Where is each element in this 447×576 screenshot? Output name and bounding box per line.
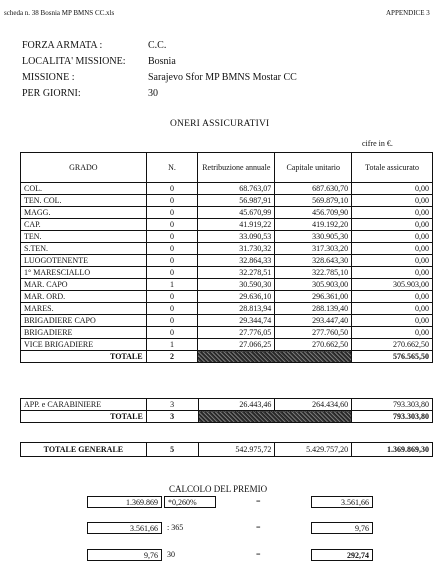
calc-equals: = (256, 523, 261, 532)
table-row (21, 303, 433, 315)
hatched-cell (198, 411, 352, 423)
totale-generale-table (20, 442, 433, 457)
n-cell: 0 (146, 219, 198, 231)
calc-result: 9,76 (311, 522, 373, 534)
grado-cell: VICE BRIGADIERE (21, 339, 147, 351)
totale-value: 576.565,50 (352, 351, 433, 363)
n-cell: 0 (146, 183, 198, 195)
capitale-cell: 264.434,60 (275, 399, 352, 411)
retribuzione-cell: 33.090,53 (198, 231, 275, 243)
grado-cell: S.TEN. (21, 243, 147, 255)
retribuzione-cell: 68.763,07 (198, 183, 275, 195)
totale-label: TOTALE (21, 351, 147, 363)
n-cell: 0 (146, 267, 198, 279)
n-cell: 0 (146, 327, 198, 339)
col-header-capitale: Capitale unitario (275, 153, 352, 183)
n-cell: 0 (146, 243, 198, 255)
grado-cell: 1° MARESCIALLO (21, 267, 147, 279)
col-header-retribuzione: Retribuzione annuale (198, 153, 275, 183)
totale-generale-row (21, 443, 433, 457)
calc-result: 3.561,66 (311, 496, 373, 508)
n-cell: 0 (146, 231, 198, 243)
info-label: MISSIONE : (22, 72, 75, 83)
info-row (0, 86, 447, 102)
n-cell: 3 (146, 399, 198, 411)
totale-cell: 0,00 (352, 195, 433, 207)
totale-cell: 793.303,80 (352, 399, 433, 411)
n-cell: 1 (146, 279, 198, 291)
info-label: PER GIORNI: (22, 88, 81, 99)
grado-cell: LUOGOTENENTE (21, 255, 147, 267)
grado-cell: COL. (21, 183, 147, 195)
calc-operator: *0,260% (164, 496, 216, 508)
calc-operator: 30 (167, 550, 175, 559)
capitale-cell: 419.192,20 (275, 219, 352, 231)
retribuzione-cell: 28.813,94 (198, 303, 275, 315)
info-row (0, 54, 447, 70)
totale-generale-retribuzione: 542.975,72 (198, 443, 275, 457)
insurance-table (20, 152, 433, 363)
totale-cell: 0,00 (352, 255, 433, 267)
col-header-totale: Totale assicurato (352, 153, 433, 183)
capitale-cell: 270.662,50 (275, 339, 352, 351)
totale-n: 2 (146, 351, 198, 363)
info-value: C.C. (148, 40, 167, 51)
capitale-cell: 687.630,70 (275, 183, 352, 195)
totale-row (21, 351, 433, 363)
calc-equals: = (256, 550, 261, 559)
grado-cell: TEN. (21, 231, 147, 243)
grado-cell: MAR. ORD. (21, 291, 147, 303)
n-cell: 0 (146, 195, 198, 207)
totale-cell: 0,00 (352, 183, 433, 195)
table-row (21, 327, 433, 339)
totale-cell: 0,00 (352, 303, 433, 315)
table-row (21, 195, 433, 207)
table-row (21, 399, 433, 411)
info-row (0, 70, 447, 86)
table-row (21, 219, 433, 231)
totale-cell: 0,00 (352, 315, 433, 327)
table-row (21, 243, 433, 255)
grado-cell: BRIGADIERE CAPO (21, 315, 147, 327)
n-cell: 0 (146, 315, 198, 327)
n-cell: 0 (146, 291, 198, 303)
capitale-cell: 456.709,90 (275, 207, 352, 219)
capitale-cell: 288.139,40 (275, 303, 352, 315)
capitale-cell: 305.903,00 (275, 279, 352, 291)
calc-operand: 3.561,66 (87, 522, 162, 534)
capitale-cell: 328.643,30 (275, 255, 352, 267)
grado-cell: BRIGADIERE (21, 327, 147, 339)
info-row (0, 38, 447, 54)
table-row (21, 183, 433, 195)
retribuzione-cell: 45.670,99 (198, 207, 275, 219)
retribuzione-cell: 27.776,05 (198, 327, 275, 339)
grado-cell: MAGG. (21, 207, 147, 219)
calc-operator: : 365 (167, 523, 184, 532)
calc-operand: 1.369.869 (87, 496, 162, 508)
capitale-cell: 317.303,20 (275, 243, 352, 255)
totale-cell: 0,00 (352, 219, 433, 231)
totale-row (21, 411, 433, 423)
retribuzione-cell: 31.730,32 (198, 243, 275, 255)
table-header-row (21, 153, 433, 183)
grado-cell: APP. e CARABINIERE (21, 399, 147, 411)
carabiniere-table (20, 398, 433, 423)
n-cell: 1 (146, 339, 198, 351)
col-header-n: N. (146, 153, 198, 183)
section-title: ONERI ASSICURATIVI (170, 119, 270, 129)
totale-cell: 270.662,50 (352, 339, 433, 351)
capitale-cell: 322.785,10 (275, 267, 352, 279)
totale-cell: 305.903,00 (352, 279, 433, 291)
retribuzione-cell: 29.344,74 (198, 315, 275, 327)
grado-cell: MAR. CAPO (21, 279, 147, 291)
totale-generale-n: 5 (146, 443, 198, 457)
retribuzione-cell: 29.636,10 (198, 291, 275, 303)
capitale-cell: 330.905,30 (275, 231, 352, 243)
capitale-cell: 277.760,50 (275, 327, 352, 339)
appendix-label: APPENDICE 3 (386, 9, 430, 17)
info-label: LOCALITA' MISSIONE: (22, 56, 126, 67)
table-row (21, 315, 433, 327)
info-value: Bosnia (148, 56, 176, 67)
capitale-cell: 293.447,40 (275, 315, 352, 327)
hatched-cell (198, 351, 352, 363)
table-row (21, 231, 433, 243)
info-value: Sarajevo Sfor MP BMNS Mostar CC (148, 72, 297, 83)
n-cell: 0 (146, 303, 198, 315)
retribuzione-cell: 56.987,91 (198, 195, 275, 207)
retribuzione-cell: 26.443,46 (198, 399, 275, 411)
info-value: 30 (148, 88, 158, 99)
grado-cell: CAP. (21, 219, 147, 231)
n-cell: 0 (146, 255, 198, 267)
retribuzione-cell: 32.278,51 (198, 267, 275, 279)
calc-equals: = (256, 497, 261, 506)
totale-label: TOTALE (21, 411, 147, 423)
totale-n: 3 (146, 411, 198, 423)
totale-generale-label: TOTALE GENERALE (21, 443, 147, 457)
totale-cell: 0,00 (352, 291, 433, 303)
grado-cell: MARES. (21, 303, 147, 315)
calc-operand: 9,76 (87, 549, 162, 561)
totale-cell: 0,00 (352, 327, 433, 339)
totale-cell: 0,00 (352, 207, 433, 219)
col-header-grado: GRADO (21, 153, 147, 183)
table-row (21, 291, 433, 303)
retribuzione-cell: 30.590,30 (198, 279, 275, 291)
table-row (21, 339, 433, 351)
currency-note: cifre in €. (362, 139, 393, 148)
table-row (21, 207, 433, 219)
info-label: FORZA ARMATA : (22, 40, 103, 51)
retribuzione-cell: 27.066,25 (198, 339, 275, 351)
file-label: scheda n. 38 Bosnia MP BMNS CC.xls (4, 9, 115, 17)
retribuzione-cell: 41.919,22 (198, 219, 275, 231)
totale-cell: 0,00 (352, 231, 433, 243)
totale-generale-value: 1.369.869,30 (352, 443, 433, 457)
calc-result: 292,74 (311, 549, 373, 561)
capitale-cell: 569.879,10 (275, 195, 352, 207)
capitale-cell: 296.361,00 (275, 291, 352, 303)
totale-cell: 0,00 (352, 243, 433, 255)
table-row (21, 255, 433, 267)
retribuzione-cell: 32.864,33 (198, 255, 275, 267)
grado-cell: TEN. COL. (21, 195, 147, 207)
totale-value: 793.303,80 (352, 411, 433, 423)
totale-cell: 0,00 (352, 267, 433, 279)
table-row (21, 279, 433, 291)
n-cell: 0 (146, 207, 198, 219)
totale-generale-capitale: 5.429.757,20 (275, 443, 352, 457)
calcolo-title: CALCOLO DEL PREMIO (169, 484, 268, 494)
table-row (21, 267, 433, 279)
